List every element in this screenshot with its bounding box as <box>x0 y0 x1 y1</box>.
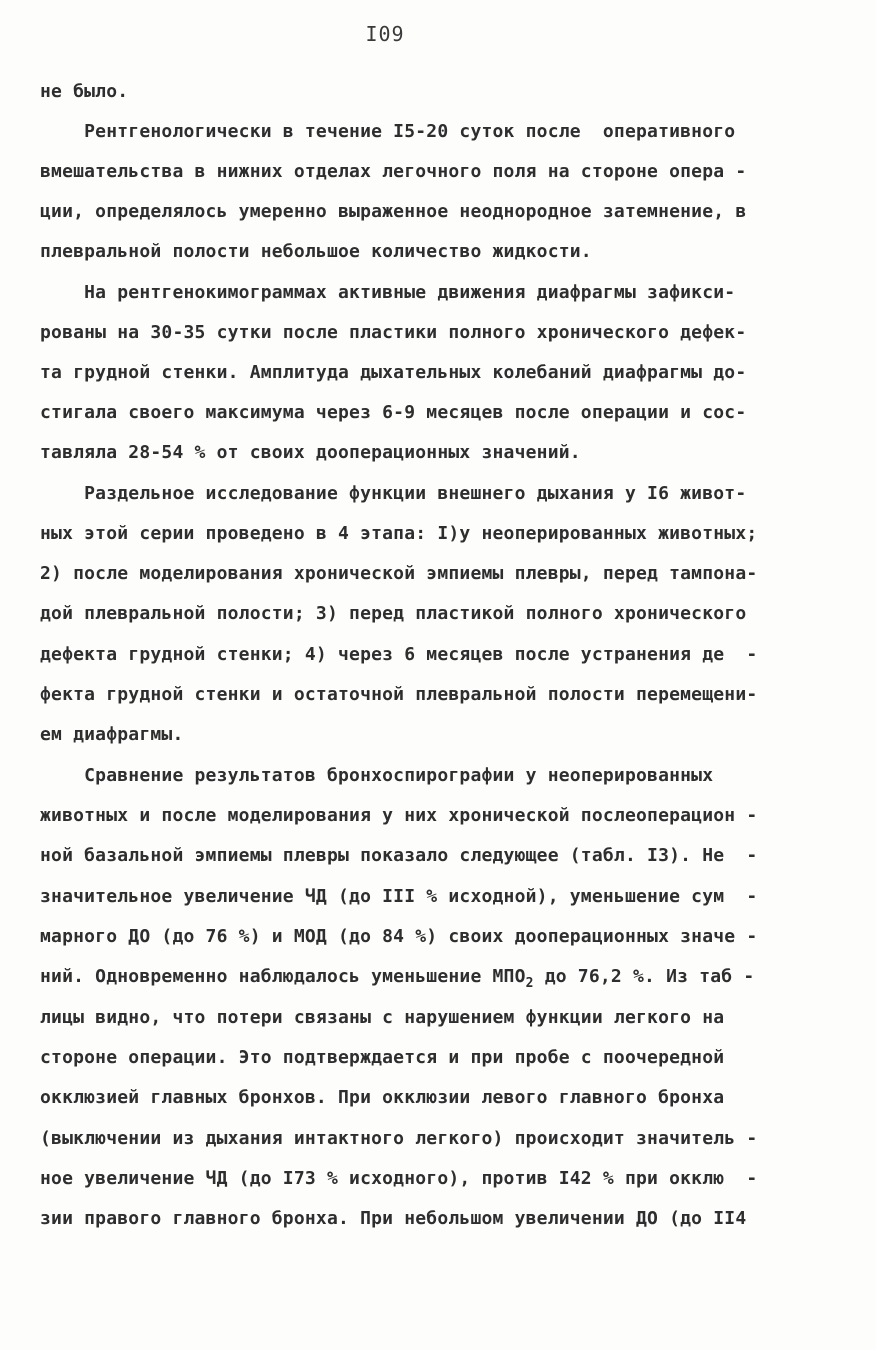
text-segment: до 76,2 %. Из таб - <box>533 966 755 987</box>
text-line: (выключении из дыхания интактного легкого) происходит значитель - <box>40 1128 758 1149</box>
text-line: дефекта грудной стенки; 4) через 6 месяцев после устранения де - <box>40 644 758 665</box>
text-line: животных и после моделирования у них хронической послеоперацион - <box>40 805 758 826</box>
text-line: окклюзией главных бронхов. При окклюзии левого главного бронха <box>40 1087 725 1108</box>
text-line: Рентгенологически в течение I5-20 суток после оперативного <box>40 121 736 142</box>
text-line: зии правого главного бронха. При небольшом увеличении ДО (до II4 <box>40 1208 747 1229</box>
text-line: плевральной полости небольшое количество жидкости. <box>40 241 592 262</box>
text-line: 2) после моделирования хронической эмпиемы плевры, перед тампона- <box>40 563 758 584</box>
text-line: На рентгенокимограммах активные движения диафрагмы зафикси- <box>40 282 736 303</box>
text-line: дой плевральной полости; 3) перед пластикой полного хронического <box>40 603 747 624</box>
text-line: тавляла 28-54 % от своих дооперационных значений. <box>40 442 581 463</box>
page-number: I09 <box>365 22 405 46</box>
text-line: марного ДО (до 76 %) и МОД (до 84 %) своих дооперационных значе - <box>40 926 758 947</box>
subscript: 2 <box>525 976 534 991</box>
text-line: та грудной стенки. Амплитуда дыхательных колебаний диафрагмы до- <box>40 362 747 383</box>
text-line: ной базальной эмпиемы плевры показало следующее (табл. I3). Не - <box>40 845 758 866</box>
text-line: значительное увеличение ЧД (до III % исходной), уменьшение сум - <box>40 886 758 907</box>
text-line: ное увеличение ЧД (до I73 % исходного), против I42 % при окклю - <box>40 1168 758 1189</box>
text-line: рованы на 30-35 сутки после пластики полного хронического дефек- <box>40 322 747 343</box>
text-line: ции, определялось умеренно выраженное неоднородное затемнение, в <box>40 201 747 222</box>
text-line: фекта грудной стенки и остаточной плевральной полости перемещени- <box>40 684 758 705</box>
text-line: стороне операции. Это подтверждается и при пробе с поочередной <box>40 1047 725 1068</box>
text-line: Сравнение результатов бронхоспирографии у неоперированных <box>40 765 714 786</box>
text-segment: ний. Одновременно наблюдалось уменьшение МПО <box>40 966 526 987</box>
text-line: не было. <box>40 81 129 102</box>
text-line: ем диафрагмы. <box>40 724 184 745</box>
text-line: лицы видно, что потери связаны с нарушением функции легкого на <box>40 1007 725 1028</box>
text-line: вмешательства в нижних отделах легочного поля на стороне опера - <box>40 161 747 182</box>
text-line: Раздельное исследование функции внешнего дыхания у I6 живот- <box>40 483 747 504</box>
text-line: ных этой серии проведено в 4 этапа: I)у неоперированных животных; <box>40 523 758 544</box>
text-line-with-subscript <box>40 965 754 989</box>
text-line: стигала своего максимума через 6-9 месяцев после операции и сос- <box>40 402 747 423</box>
